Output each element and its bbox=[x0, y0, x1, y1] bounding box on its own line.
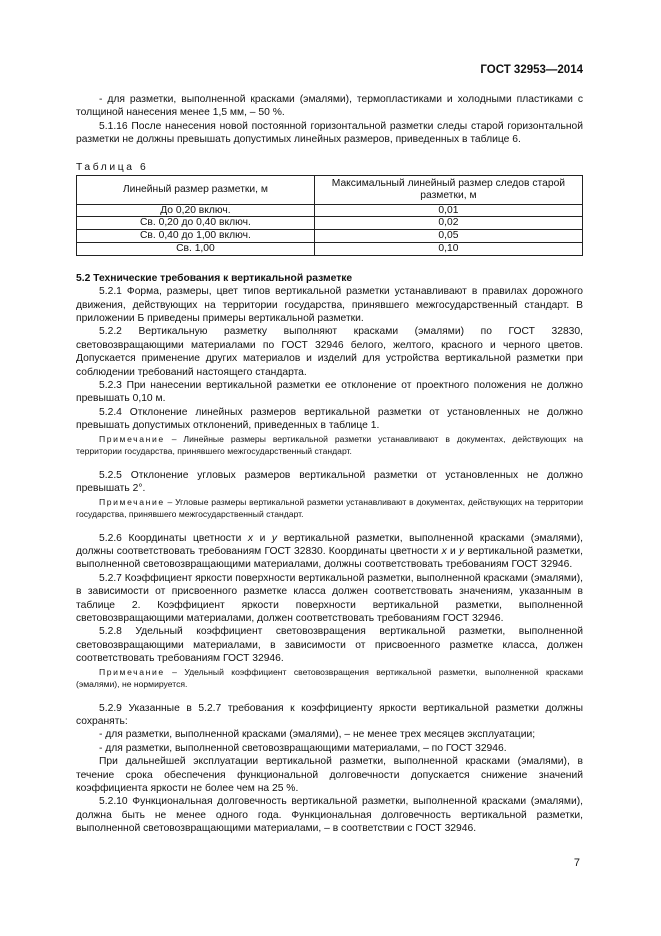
section-heading-5-2: 5.2 Технические требования к вертикальной разметке bbox=[76, 272, 353, 284]
table-6 bbox=[76, 175, 583, 256]
note-text: – Удельный коэффициент световозвращения вертикальной разметки, выполненной красками (эмалями), не нормируется. bbox=[76, 666, 583, 689]
paragraph-dash-1: - для разметки, выполненной красками (эмалями), термопластиками и холодными пластиками с толщиной нанесения менее 1,5 мм, – 50 %. bbox=[76, 94, 583, 119]
table-cell: 0,01 bbox=[314, 204, 582, 217]
table-row bbox=[77, 230, 583, 243]
paragraph-5-2-9: 5.2.9 Указанные в 5.2.7 требования к коэффициенту яркости вертикальной разметки должны сохранять: bbox=[76, 702, 583, 727]
table-cell: Св. 0,40 до 1,00 включ. bbox=[77, 230, 315, 243]
variable-x: x bbox=[247, 532, 254, 544]
page-content bbox=[76, 93, 583, 836]
variable-x: x bbox=[441, 545, 447, 557]
table-row bbox=[77, 217, 583, 230]
text-run: вертикальной разметки, выполненной красками (эмалями), должны соответствовать требованиям ГОСТ 32830. Координаты цветности bbox=[76, 532, 583, 557]
note-retroreflection bbox=[76, 666, 583, 690]
page-number: 7 bbox=[573, 857, 580, 869]
table-header-cell: Максимальный линейный размер следов старой разметки, м bbox=[314, 176, 582, 205]
table-cell: 0,05 bbox=[314, 230, 582, 243]
note-label: Примечание bbox=[99, 666, 165, 677]
note-text: – Линейные размеры вертикальной разметки устанавливают в документах, действующих на территории государства, принявшего межгосударственный стандарт. bbox=[76, 433, 583, 456]
table-cell: 0,02 bbox=[314, 217, 582, 230]
table-6-caption: Таблица 6 bbox=[76, 161, 149, 173]
standard-header: ГОСТ 32953—2014 bbox=[480, 64, 583, 76]
paragraph-5-2-2: 5.2.2 Вертикальную разметку выполняют красками (эмалями) по ГОСТ 32830, световозвращающими материалами по ГОСТ 32946 белого, желтого, красного и черного цветов. Допускается применение других материалов и изделий для устройства вертикальной разметки при соблюдении требований настоящего стандарта. bbox=[76, 326, 583, 378]
note-text: – Угловые размеры вертикальной разметки устанавливают в документах, действующих на территории государства, принявшего межгосударственный стандарт. bbox=[76, 496, 583, 519]
paragraph-5-2-6 bbox=[76, 532, 583, 572]
paragraph-5-2-5: 5.2.5 Отклонение угловых размеров вертикальной разметки от установленных не должно превышать 2°. bbox=[76, 469, 583, 495]
text-run: 5.2.6 Координаты цветности bbox=[99, 532, 248, 544]
text-run: и bbox=[253, 532, 272, 544]
paragraph-5-2-7: 5.2.7 Коэффициент яркости поверхности вертикальной разметки, выполненной красками (эмалями), в зависимости от присвоенного разметке класса должен соответствовать значениям, указанным в таблице 2. Коэффициент яркости поверхности вертикальной разметки, выполненной световозвращающими материалами, должен соответствовать требованиям ГОСТ 32946. bbox=[76, 572, 583, 624]
paragraph-5-1-16: 5.1.16 После нанесения новой постоянной горизонтальной разметки следы старой горизонтальной разметки не должны превышать допустимых линейных размеров, приведенных в таблице 6. bbox=[76, 120, 583, 146]
table-cell: Св. 0,20 до 0,40 включ. bbox=[77, 217, 315, 230]
table-header-row bbox=[77, 176, 583, 205]
table-row bbox=[77, 243, 583, 256]
table-cell: До 0,20 включ. bbox=[77, 204, 315, 217]
text-run: вертикальной разметки, выполненной световозвращающими материалами, должны соответствовать требованиям ГОСТ 32946. bbox=[76, 545, 583, 571]
paragraph-dash-2: - для разметки, выполненной красками (эмалями), – не менее трех месяцев эксплуатации; bbox=[99, 729, 536, 741]
paragraph-5-2-1: 5.2.1 Форма, размеры, цвет типов вертикальной разметки устанавливают в правилах дорожного движения, действующих на территории государства, принявшего межгосударственный стандарт. В приложении Б приведены примеры вертикальной разметки. bbox=[76, 286, 583, 325]
text-run: и bbox=[446, 545, 459, 557]
table-header-cell: Линейный размер разметки, м bbox=[77, 176, 315, 205]
note-linear-sizes bbox=[76, 433, 583, 457]
paragraph-5-2-8: 5.2.8 Удельный коэффициент световозвращения вертикальной разметки, выполненной световозвращающими материалами, в зависимости от присвоенного разметке класса, должен соответствовать требованиям ГОСТ 32946. bbox=[76, 626, 583, 665]
paragraph-5-2-3: 5.2.3 При нанесении вертикальной разметки ее отклонение от проектного положения не должно превышать 0,10 м. bbox=[76, 380, 583, 405]
table-row bbox=[77, 204, 583, 217]
paragraph-5-2-10: 5.2.10 Функциональная долговечность вертикальной разметки, выполненной красками (эмалями), должна быть не менее одного года. Функциональная долговечность вертикальной разметки, выполненной световозвращающими материалами, – в соответствии с ГОСТ 32946. bbox=[76, 796, 583, 835]
paragraph-5-2-4: 5.2.4 Отклонение линейных размеров вертикальной разметки от установленных не должно превышать допустимых отклонений, приведенных в таблице 1. bbox=[76, 406, 583, 432]
paragraph-further-operation: При дальнейшей эксплуатации вертикальной разметки, выполненной красками (эмалями), в течение срока обеспечения функциональной долговечности допускается снижение значений коэффициента яркости не более чем на 25 %. bbox=[76, 756, 583, 794]
note-label: Примечание bbox=[99, 433, 165, 444]
variable-y: y bbox=[271, 532, 278, 544]
paragraph-dash-3: - для разметки, выполненной световозвращающими материалами, – по ГОСТ 32946. bbox=[99, 742, 507, 754]
note-label: Примечание bbox=[99, 496, 165, 507]
table-cell: Св. 1,00 bbox=[77, 243, 315, 256]
note-angular-sizes bbox=[76, 496, 583, 520]
table-cell: 0,10 bbox=[314, 243, 582, 256]
variable-y: y bbox=[458, 545, 465, 557]
